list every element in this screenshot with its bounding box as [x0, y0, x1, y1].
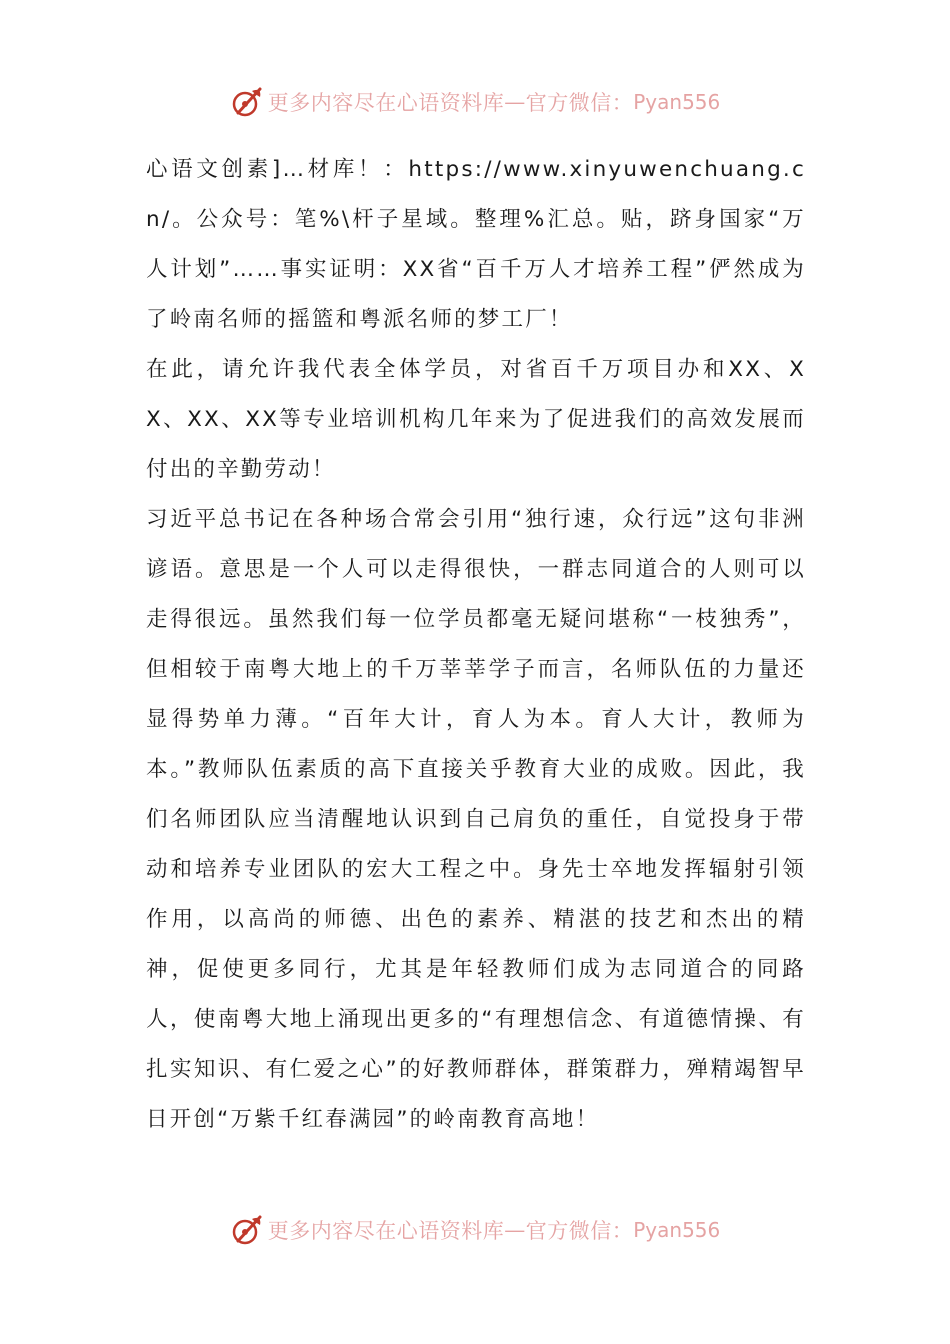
paragraph-1: 心语文创素]…材库！：https://www.xinyuwenchuang.cn/。公众号：笔%\杆子星域。整理%汇总。贴，跻身国家“万人计划”……事实证明：XX省“百千万人才培养工程”俨然成为了岭南名师的摇篮和粤派名师的梦工厂！ [146, 157, 806, 332]
banner-wechat-id: Pyan556 [633, 1218, 721, 1242]
document-body [146, 145, 806, 1145]
paragraph-2: 在此，请允许我代表全体学员，对省百千万项目办和XX、XX、XX、XX等专业培训机构几年来为了促进我们的高效发展而付出的辛勤劳动！ [146, 357, 806, 482]
footer-banner [0, 1208, 950, 1252]
banner-wechat-id: Pyan556 [633, 90, 721, 114]
quill-pen-logo-icon [230, 1213, 264, 1247]
banner-separator: — [504, 90, 526, 114]
banner-wechat-label: 官方微信： [525, 91, 634, 115]
banner-prefix: 更多内容尽在心语资料库 [267, 91, 505, 115]
paragraph-3: 习近平总书记在各种场合常会引用“独行速，众行远”这句非洲谚语。意思是一个人可以走得很快，一群志同道合的人则可以走得很远。虽然我们每一位学员都毫无疑问堪称“一枝独秀”，但相较于南粤大地上的千万莘莘学子而言，名师队伍的力量还显得势单力薄。“百年大计，育人为本。育人大计，教师为本。”教师队伍素质的高下直接关乎教育大业的成败。因此，我们名师团队应当清醒地认识到自己肩负的重任，自觉投身于带动和培养专业团队的宏大工程之中。身先士卒地发挥辐射引领作用，以高尚的师德、出色的素养、精湛的技艺和杰出的精神，促使更多同行，尤其是年轻教师们成为志同道合的同路人，使南粤大地上涌现出更多的“有理想信念、有道德情操、有扎实知识、有仁爱之心”的好教师群体，群策群力，殚精竭智早日开创“万紫千红春满园”的岭南教育高地！ [146, 507, 806, 1132]
header-banner [0, 80, 950, 124]
banner-separator: — [504, 1218, 526, 1242]
banner-wechat-label: 官方微信： [525, 1219, 634, 1243]
quill-pen-logo-icon [230, 85, 264, 119]
banner-prefix: 更多内容尽在心语资料库 [267, 1219, 505, 1243]
